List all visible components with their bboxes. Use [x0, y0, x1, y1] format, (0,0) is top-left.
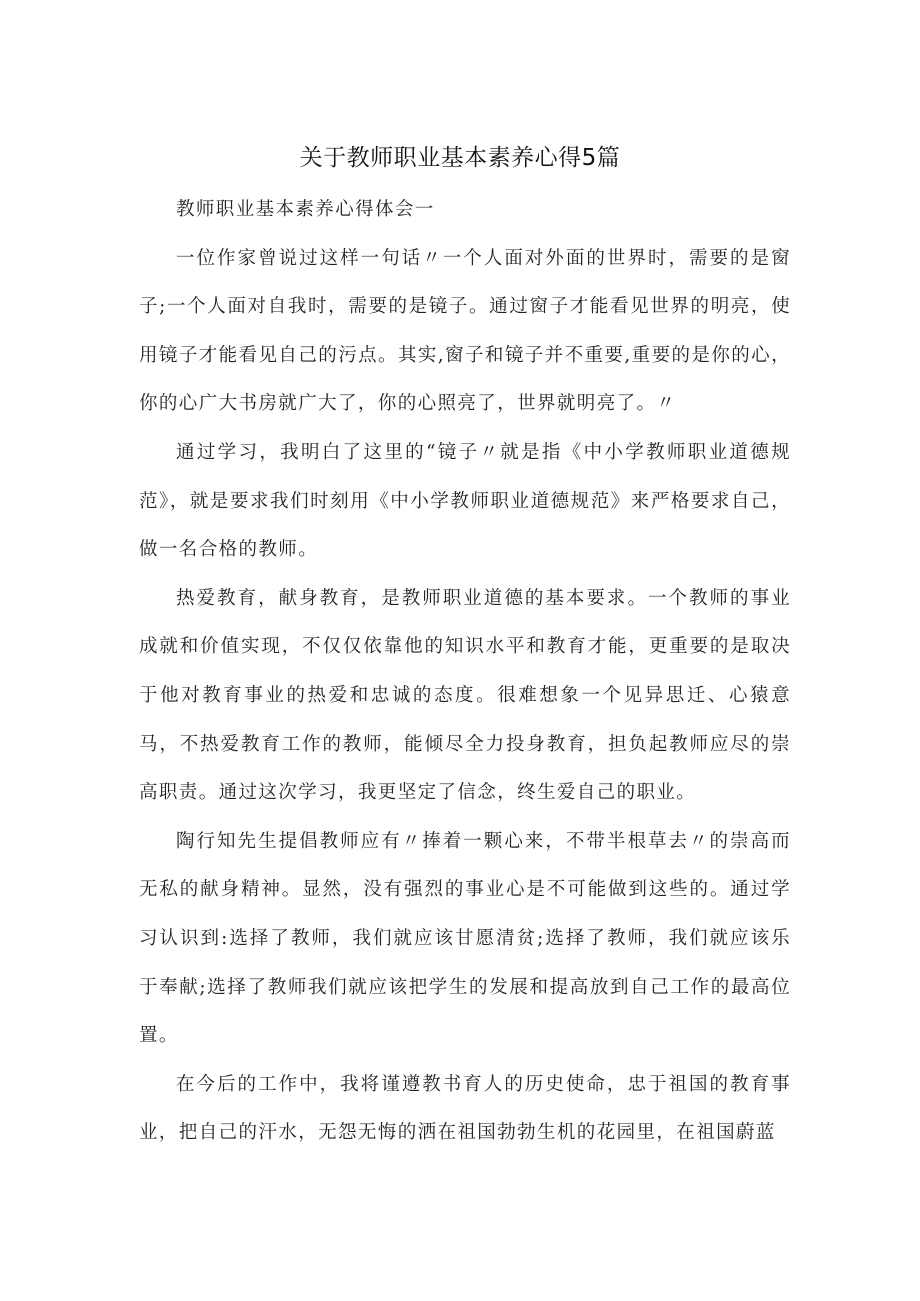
- paragraph: 在今后的工作中，我将谨遵教书育人的历史使命，忠于祖国的教育事业，把自己的汗水，无怨无悔的洒在祖国勃勃生机的花园里，在祖国蔚蓝: [139, 1073, 791, 1144]
- document-title: 关于教师职业基本素养心得5篇: [299, 145, 621, 171]
- paragraph: 一位作家曾说过这样一句话〃一个人面对外面的世界时，需要的是窗子;一个人面对自我时，需要的是镜子。通过窗子才能看见世界的明亮，使用镜子才能看见自己的污点。其实,窗子和镜子并不重要,重要的是你的心，你的心广大书房就广大了，你的心照亮了，世界就明亮了。〃: [139, 247, 791, 415]
- document-body: [139, 186, 791, 1158]
- paragraph: 热爱教育，献身教育，是教师职业道德的基本要求。一个教师的事业成就和价值实现，不仅仅依靠他的知识水平和教育才能，更重要的是取决于他对教育事业的热爱和忠诚的态度。很难想象一个见异思迁、心猿意马，不热爱教育工作的教师，能倾尽全力投身教育，担负起教师应尽的崇高职责。通过这次学习，我更坚定了信念，终生爱自己的职业。: [139, 587, 791, 804]
- paragraph: 通过学习，我明白了这里的“镜子〃就是指《中小学教师职业道德规范》，就是要求我们时刻用《中小学教师职业道德规范》来严格要求自己，做一名合格的教师。: [139, 441, 791, 561]
- paragraph: 陶行知先生提倡教师应有〃捧着一颗心来，不带半根草去〃的崇高而无私的献身精神。显然，没有强烈的事业心是不可能做到这些的。通过学习认识到:选择了教师，我们就应该甘愿清贫;选择了教师，我们就应该乐于奉献;选择了教师我们就应该把学生的发展和提高放到自己工作的最高位置。: [139, 830, 791, 1047]
- section-heading: 教师职业基本素养心得体会一: [176, 199, 435, 220]
